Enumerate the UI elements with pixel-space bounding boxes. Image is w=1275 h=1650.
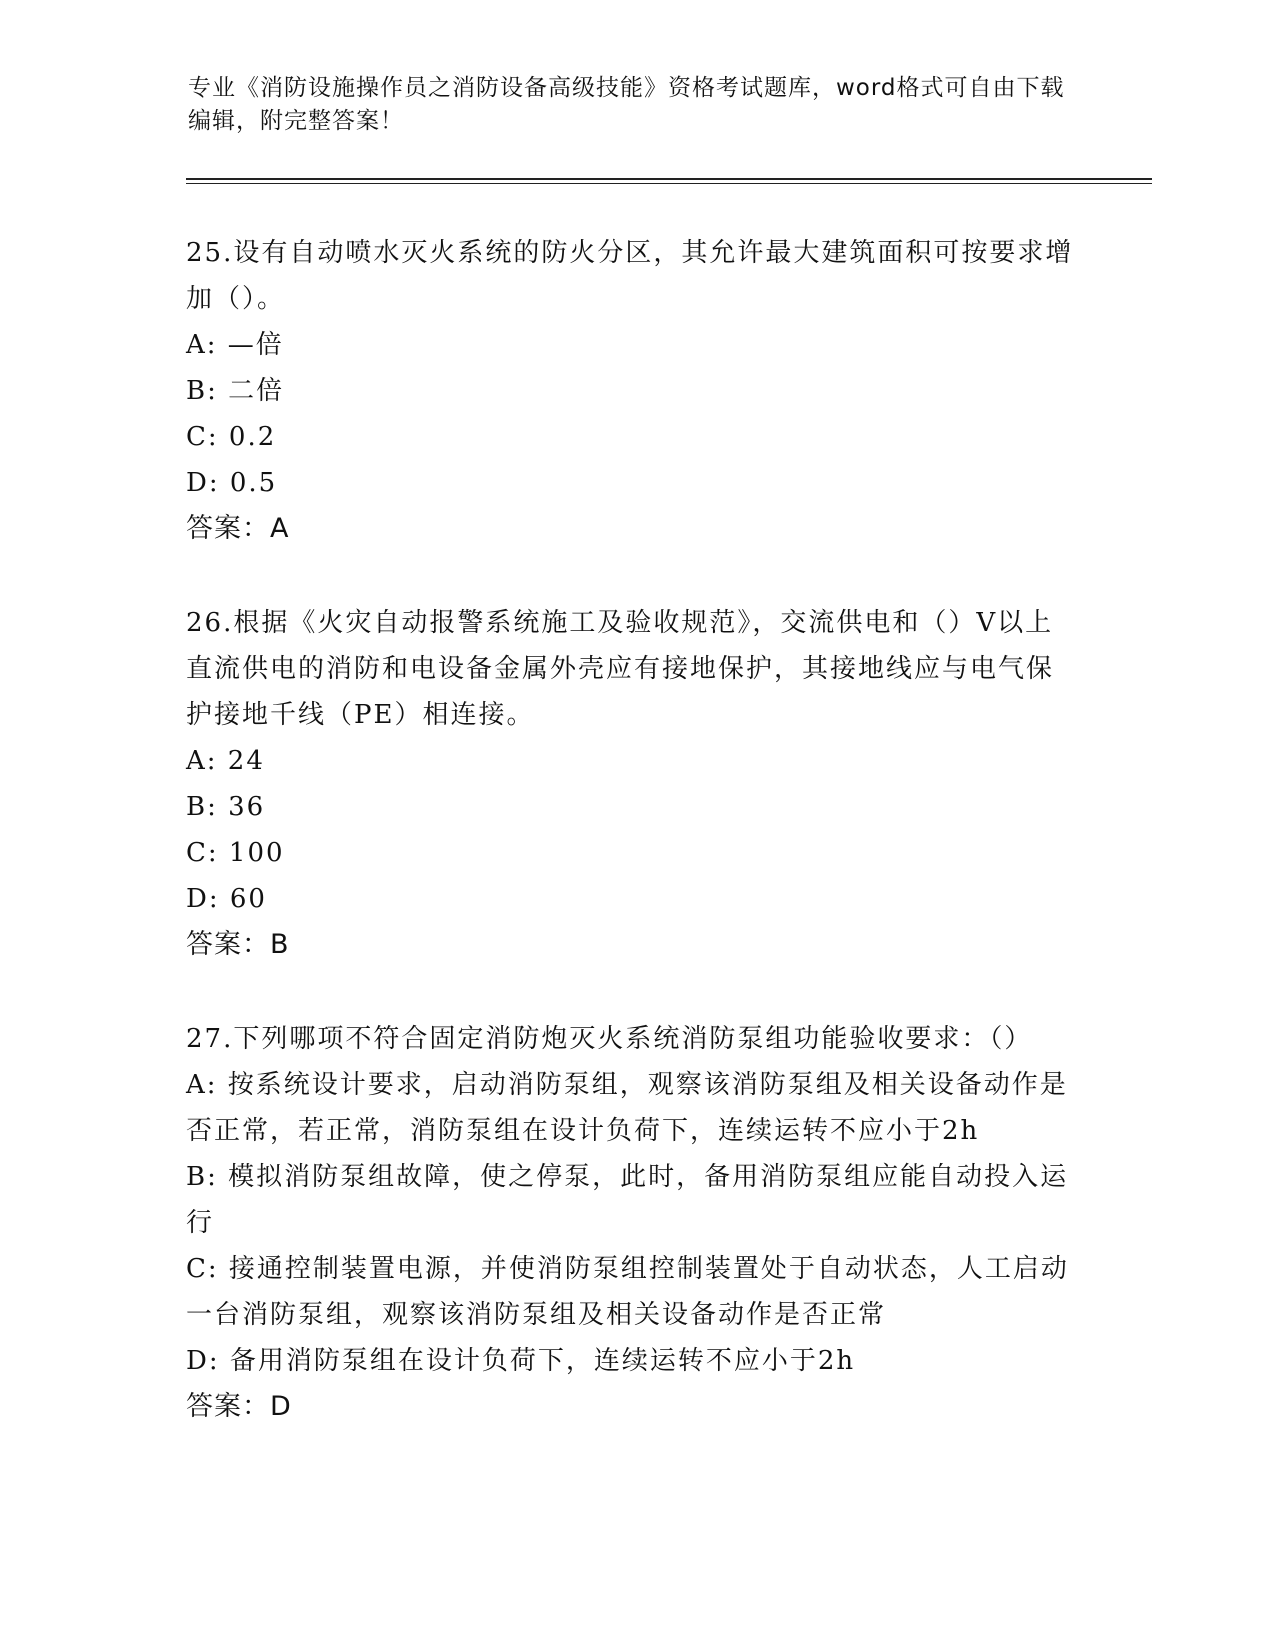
option-c: C: 0.2 [186,422,277,452]
header-divider-thin [186,183,1152,184]
option-d: D: 备用消防泵组在设计负荷下，连续运转不应小于2h [186,1346,856,1376]
question-stem: 27.下列哪项不符合固定消防炮灭火系统消防泵组功能验收要求：（） [186,1024,1033,1054]
answer-label: 答案：B [186,929,290,960]
question-27 [186,1016,1076,1430]
answer-label: 答案：A [186,513,290,544]
header-divider-thick [186,178,1152,180]
question-25 [186,230,1076,552]
document-header: 专业《消防设施操作员之消防设备高级技能》资格考试题库，word格式可自由下载编辑，附完整答案！ [188,75,1065,134]
option-a: A: —倍 [186,330,284,360]
option-d: D: 60 [186,884,267,914]
option-c: C: 接通控制装置电源，并使消防泵组控制装置处于自动状态，人工启动一台消防泵组，观察该消防泵组及相关设备动作是否正常 [186,1254,1069,1330]
option-b: B: 模拟消防泵组故障，使之停泵，此时，备用消防泵组应能自动投入运行 [186,1162,1069,1238]
option-b: B: 二倍 [186,376,285,406]
option-b: B: 36 [186,792,266,822]
question-26 [186,600,1076,968]
question-list [186,230,1076,1478]
option-a: A: 按系统设计要求，启动消防泵组，观察该消防泵组及相关设备动作是否正常，若正常，消防泵组在设计负荷下，连续运转不应小于2h [186,1070,1068,1146]
answer-label: 答案：D [186,1391,292,1422]
option-c: C: 100 [186,838,285,868]
option-d: D: 0.5 [186,468,278,498]
option-a: A: 24 [186,746,265,776]
question-stem: 25.设有自动喷水灭火系统的防火分区，其允许最大建筑面积可按要求增加（）。 [186,238,1074,314]
question-stem: 26.根据《火灾自动报警系统施工及验收规范》，交流供电和（）V以上直流供电的消防和电设备金属外壳应有接地保护，其接地线应与电气保护接地千线（PE）相连接。 [186,608,1055,730]
